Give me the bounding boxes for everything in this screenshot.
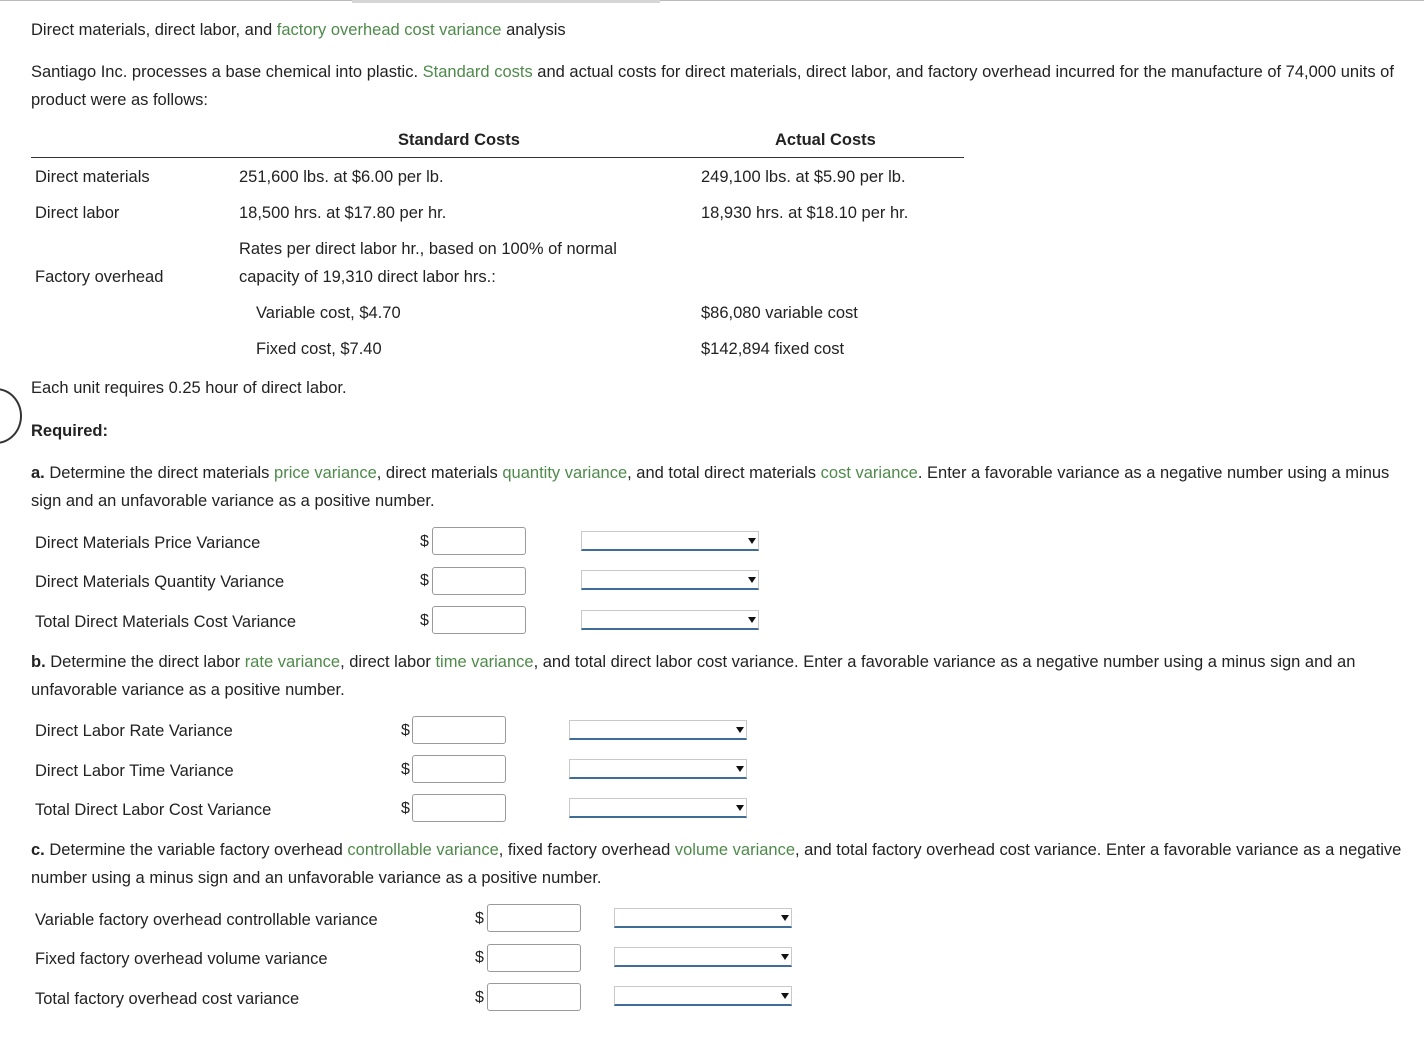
part-c-instructions: [31, 836, 1416, 892]
link-time-variance[interactable]: time variance: [435, 653, 534, 671]
dl-rate-variance-label: Direct Labor Rate Variance: [35, 722, 233, 740]
dm-total-variance-currency: $: [420, 612, 429, 629]
part-b-text: , and total direct labor cost variance. Enter a favorable variance as a negative number using a minus sign and an unfavorable variance as a positive number.: [31, 653, 1356, 699]
dm-quantity-variance-select[interactable]: [581, 570, 759, 590]
chevron-down-icon: [736, 727, 744, 733]
standard-fixed-cost: Fixed cost, $7.40: [256, 340, 382, 358]
dl-rate-variance-input[interactable]: [412, 716, 506, 744]
chevron-down-icon: [781, 915, 789, 921]
side-circle-control[interactable]: [0, 388, 22, 444]
link-cost-variance[interactable]: cost variance: [820, 464, 918, 482]
actual-fixed-cost: $142,894 fixed cost: [701, 340, 845, 358]
row-label-factory-overhead: Factory overhead: [35, 268, 164, 286]
fo-volume-variance-currency: $: [475, 949, 484, 966]
part-a-text: Determine the direct materials: [44, 464, 275, 482]
fo-controllable-variance-currency: $: [475, 910, 484, 927]
required-heading: Required:: [31, 422, 109, 440]
title-link[interactable]: factory overhead cost variance: [276, 21, 502, 39]
intro-text-post: and actual costs for direct materials, direct labor, and factory overhead incurred for the manufacture of 74,000 units of product were as follows:: [31, 63, 1394, 109]
dl-total-variance-select[interactable]: [569, 798, 747, 818]
part-a-text: , and total direct materials: [627, 464, 821, 482]
header-standard-costs: Standard Costs: [398, 131, 520, 149]
standard-overhead-line1: Rates per direct labor hr., based on 100% of normal: [239, 240, 617, 258]
fo-controllable-variance-input[interactable]: [487, 904, 581, 932]
dl-rate-variance-currency: $: [401, 722, 410, 739]
standard-variable-cost: Variable cost, $4.70: [256, 304, 401, 322]
dl-time-variance-currency: $: [401, 761, 410, 778]
fo-volume-variance-input[interactable]: [487, 944, 581, 972]
fo-total-variance-input[interactable]: [487, 983, 581, 1011]
dl-total-variance-label: Total Direct Labor Cost Variance: [35, 801, 272, 819]
dm-price-variance-label: Direct Materials Price Variance: [35, 534, 261, 552]
dm-quantity-variance-label: Direct Materials Quantity Variance: [35, 573, 285, 591]
top-tab-shadow: [352, 0, 660, 3]
part-b-text: , direct labor: [340, 653, 436, 671]
part-a-text: , direct materials: [376, 464, 503, 482]
chevron-down-icon: [748, 577, 756, 583]
standard-overhead-line2: capacity of 19,310 direct labor hrs.:: [239, 268, 496, 286]
title-text-pre: Direct materials, direct labor, and: [31, 21, 277, 39]
intro-text-pre: Santiago Inc. processes a base chemical into plastic.: [31, 63, 423, 81]
fo-controllable-variance-label: Variable factory overhead controllable variance: [35, 911, 378, 929]
dm-quantity-variance-currency: $: [420, 572, 429, 589]
dm-price-variance-select[interactable]: [581, 531, 759, 551]
part-b-instructions: [31, 648, 1416, 704]
dl-rate-variance-select[interactable]: [569, 720, 747, 740]
dl-time-variance-label: Direct Labor Time Variance: [35, 762, 234, 780]
row-label-direct-materials: Direct materials: [35, 168, 150, 186]
part-c-text: , fixed factory overhead: [498, 841, 675, 859]
link-price-variance[interactable]: price variance: [274, 464, 377, 482]
part-a-instructions: [31, 459, 1416, 515]
link-rate-variance[interactable]: rate variance: [244, 653, 341, 671]
fo-volume-variance-label: Fixed factory overhead volume variance: [35, 950, 328, 968]
intro-paragraph: [31, 58, 1416, 114]
part-a-letter: a.: [31, 464, 45, 482]
dl-total-variance-currency: $: [401, 800, 410, 817]
actual-variable-cost: $86,080 variable cost: [701, 304, 858, 322]
dl-time-variance-select[interactable]: [569, 759, 747, 779]
top-divider: [0, 0, 1424, 1]
problem-title: [31, 16, 566, 44]
dm-price-variance-input[interactable]: [432, 527, 526, 555]
title-text-post: analysis: [501, 21, 566, 39]
dm-price-variance-currency: $: [420, 533, 429, 550]
fo-total-variance-currency: $: [475, 989, 484, 1006]
dm-total-variance-label: Total Direct Materials Cost Variance: [35, 613, 297, 631]
link-quantity-variance[interactable]: quantity variance: [502, 464, 628, 482]
fo-controllable-variance-select[interactable]: [614, 908, 792, 928]
intro-link-standard-costs[interactable]: Standard costs: [422, 63, 533, 81]
part-c-text: Determine the variable factory overhead: [44, 841, 348, 859]
dm-quantity-variance-input[interactable]: [432, 567, 526, 595]
fo-total-variance-select[interactable]: [614, 986, 792, 1006]
link-controllable-variance[interactable]: controllable variance: [347, 841, 499, 859]
chevron-down-icon: [781, 993, 789, 999]
row-label-direct-labor: Direct labor: [35, 204, 120, 222]
fo-total-variance-label: Total factory overhead cost variance: [35, 990, 300, 1008]
part-c-text: , and total factory overhead cost variance. Enter a favorable variance as a negative number using a minus sign and an unfavorable variance as a positive number.: [31, 841, 1402, 887]
standard-direct-materials: 251,600 lbs. at $6.00 per lb.: [239, 168, 444, 186]
chevron-down-icon: [781, 954, 789, 960]
part-b-letter: b.: [31, 653, 46, 671]
unit-labor-note: Each unit requires 0.25 hour of direct labor.: [31, 379, 347, 397]
dl-time-variance-input[interactable]: [412, 755, 506, 783]
chevron-down-icon: [736, 766, 744, 772]
chevron-down-icon: [748, 617, 756, 623]
standard-direct-labor: 18,500 hrs. at $17.80 per hr.: [239, 204, 447, 222]
part-a-text: . Enter a favorable variance as a negative number using a minus sign and an unfavorable variance as a positive number.: [31, 464, 1390, 510]
chevron-down-icon: [736, 805, 744, 811]
dm-total-variance-select[interactable]: [581, 610, 759, 630]
dm-total-variance-input[interactable]: [432, 606, 526, 634]
dl-total-variance-input[interactable]: [412, 794, 506, 822]
link-volume-variance[interactable]: volume variance: [674, 841, 796, 859]
fo-volume-variance-select[interactable]: [614, 947, 792, 967]
actual-direct-materials: 249,100 lbs. at $5.90 per lb.: [701, 168, 906, 186]
part-b-text: Determine the direct labor: [45, 653, 245, 671]
actual-direct-labor: 18,930 hrs. at $18.10 per hr.: [701, 204, 909, 222]
header-actual-costs: Actual Costs: [775, 131, 876, 149]
part-c-letter: c.: [31, 841, 45, 859]
chevron-down-icon: [748, 538, 756, 544]
table-header-rule: [31, 157, 964, 158]
